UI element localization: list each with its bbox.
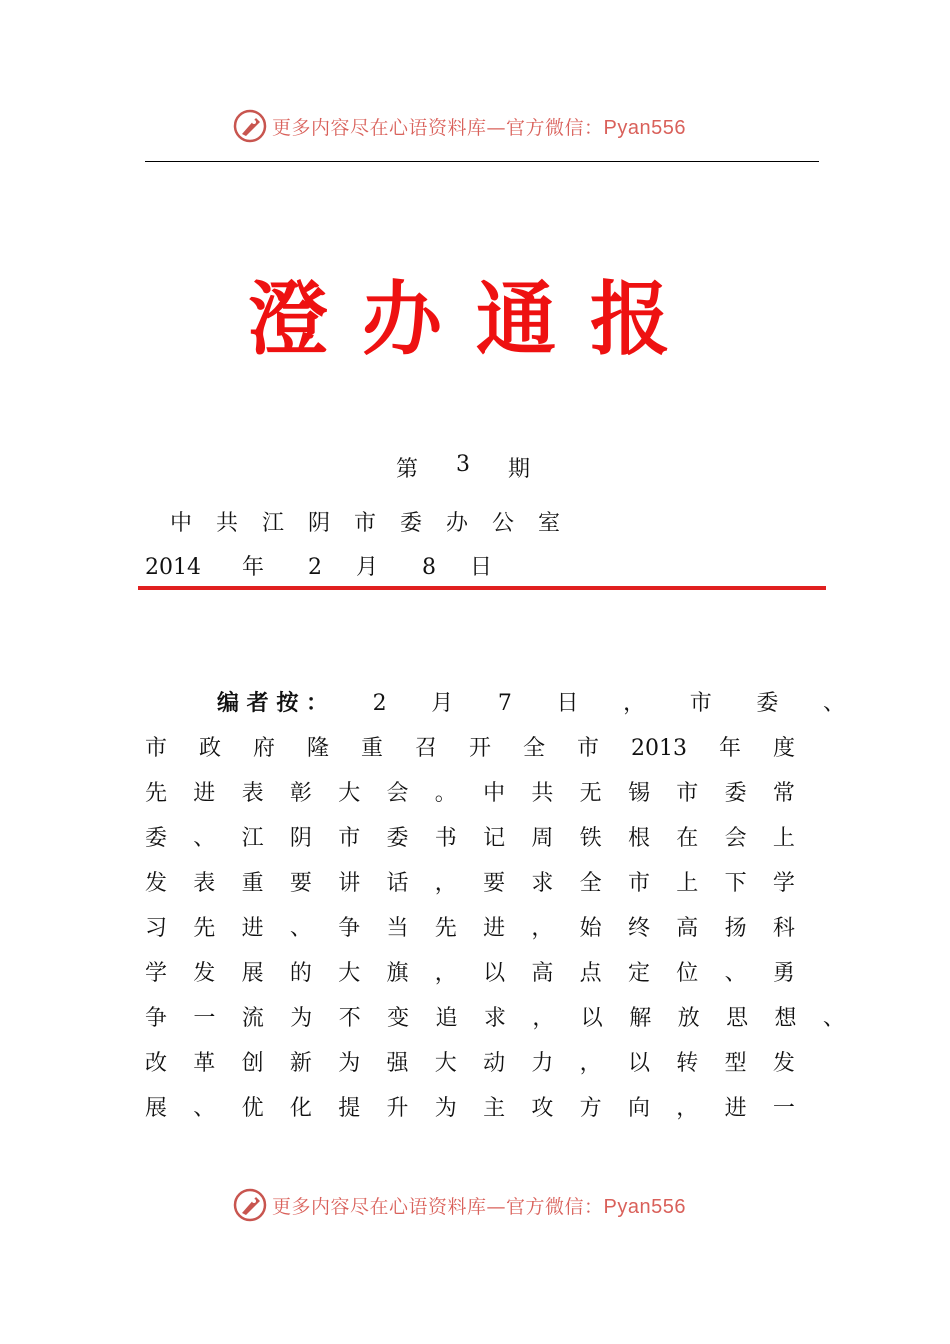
text-char: 大 xyxy=(338,961,361,986)
text-char: 要 xyxy=(483,871,506,896)
text-char: 变 xyxy=(387,1006,410,1031)
text-char: 高 xyxy=(531,961,554,986)
text-char: 彰 xyxy=(289,781,312,806)
issue-number xyxy=(396,452,530,483)
text-char: 争 xyxy=(338,916,361,941)
text-char: 进 xyxy=(724,1096,747,1121)
issue-suffix: 期 xyxy=(508,457,531,482)
footer-banner xyxy=(232,1185,686,1225)
text-char: 学 xyxy=(145,961,168,986)
banner-main: 更多内容尽在心语资料库—官方微信： xyxy=(272,1195,604,1218)
red-separator xyxy=(138,586,826,590)
text-char: 大 xyxy=(338,781,361,806)
text-line xyxy=(145,906,795,951)
issue-value: 3 xyxy=(456,452,471,477)
text-char: 求 xyxy=(531,871,554,896)
text-char: 一 xyxy=(772,1096,795,1121)
text-char: 委 xyxy=(145,826,168,851)
text-char: 、 xyxy=(724,961,747,986)
text-char: 新 xyxy=(289,1051,312,1076)
text-char: 发 xyxy=(145,871,168,896)
text-char: 创 xyxy=(241,1051,264,1076)
text-char: 先 xyxy=(193,916,216,941)
text-line xyxy=(145,1041,795,1086)
text-line xyxy=(145,996,845,1041)
text-char: 、 xyxy=(193,1096,216,1121)
text-char: 周 xyxy=(531,826,554,851)
text-char: 、 xyxy=(289,916,312,941)
text-char: 解 xyxy=(629,1006,652,1031)
text-char: 度 xyxy=(772,736,795,761)
text-char: 始 xyxy=(579,916,602,941)
text-char: 流 xyxy=(241,1006,264,1031)
banner-text xyxy=(272,1192,686,1219)
text-char: ， xyxy=(676,1096,699,1121)
header-rule xyxy=(145,161,819,162)
date-year: 2014 xyxy=(145,555,201,580)
text-char: 扬 xyxy=(724,916,747,941)
text-char: 府 xyxy=(253,736,276,761)
text-char: 先 xyxy=(434,916,457,941)
text-char: 讲 xyxy=(338,871,361,896)
text-char: 先 xyxy=(145,781,168,806)
text-char: 月 xyxy=(431,691,454,716)
issuer: 中共江阴市委办公室 xyxy=(170,511,585,536)
text-char: 化 xyxy=(289,1096,312,1121)
text-char: 不 xyxy=(338,1006,361,1031)
text-char: 改 xyxy=(145,1051,168,1076)
text-char: 铁 xyxy=(579,826,602,851)
editor-note-label: 编 者 按 ： xyxy=(217,691,328,716)
text-char: 阴 xyxy=(289,826,312,851)
text-char: 求 xyxy=(483,1006,506,1031)
text-char: 2013 xyxy=(631,736,687,761)
text-char: 想 xyxy=(774,1006,797,1031)
text-line xyxy=(145,951,795,996)
text-char: 。 xyxy=(434,781,457,806)
text-char: 市 xyxy=(145,736,168,761)
text-char: 、 xyxy=(822,691,845,716)
text-char: 2 xyxy=(372,691,387,716)
text-char: 习 xyxy=(145,916,168,941)
text-char: ， xyxy=(532,1006,555,1031)
text-char: 的 xyxy=(289,961,312,986)
text-char: 下 xyxy=(724,871,747,896)
text-char: 会 xyxy=(386,781,409,806)
text-char: 、 xyxy=(822,1006,845,1031)
text-char: 要 xyxy=(289,871,312,896)
text-char: 争 xyxy=(145,1006,168,1031)
text-char: 书 xyxy=(434,826,457,851)
date-day: 8 xyxy=(422,555,436,580)
date-day-unit: 日 xyxy=(470,555,493,580)
text-char: 型 xyxy=(724,1051,747,1076)
text-char: ， xyxy=(623,691,646,716)
issue-prefix: 第 xyxy=(396,457,419,482)
text-char: 委 xyxy=(756,691,779,716)
text-char: 记 xyxy=(483,826,506,851)
text-char: 在 xyxy=(676,826,699,851)
text-char: 旗 xyxy=(386,961,409,986)
text-char: 进 xyxy=(193,781,216,806)
text-char: 市 xyxy=(689,691,712,716)
text-char: 点 xyxy=(579,961,602,986)
banner-wechat-id: Pyan556 xyxy=(603,116,686,139)
text-char: ， xyxy=(434,961,457,986)
text-char: 锡 xyxy=(627,781,650,806)
text-char: 进 xyxy=(241,916,264,941)
text-char: 发 xyxy=(193,961,216,986)
date-month: 2 xyxy=(308,555,322,580)
date-year-unit: 年 xyxy=(242,555,265,580)
text-char: 委 xyxy=(386,826,409,851)
text-char: 市 xyxy=(338,826,361,851)
text-char: 、 xyxy=(193,826,216,851)
text-char: 市 xyxy=(627,871,650,896)
text-char: 为 xyxy=(290,1006,313,1031)
text-char: 市 xyxy=(577,736,600,761)
text-char: 动 xyxy=(483,1051,506,1076)
text-char: 展 xyxy=(241,961,264,986)
text-line xyxy=(145,861,795,906)
pen-nib-logo-icon xyxy=(232,108,268,144)
text-char: ， xyxy=(434,871,457,896)
text-char: 放 xyxy=(677,1006,700,1031)
text-line xyxy=(145,816,795,861)
text-char: 表 xyxy=(241,781,264,806)
text-char: 全 xyxy=(579,871,602,896)
text-char: 年 xyxy=(718,736,741,761)
text-char: 一 xyxy=(193,1006,216,1031)
banner-main: 更多内容尽在心语资料库—官方微信： xyxy=(272,116,604,139)
text-char: 常 xyxy=(772,781,795,806)
text-char: ， xyxy=(579,1051,602,1076)
text-line xyxy=(145,1086,795,1131)
text-char: 召 xyxy=(415,736,438,761)
text-char: 展 xyxy=(145,1096,168,1121)
text-char: 转 xyxy=(676,1051,699,1076)
text-char: 话 xyxy=(386,871,409,896)
text-char: 为 xyxy=(434,1096,457,1121)
text-char: 终 xyxy=(627,916,650,941)
header-banner xyxy=(232,106,686,146)
issue-date xyxy=(145,550,492,581)
text-char: 共 xyxy=(531,781,554,806)
text-char: 无 xyxy=(579,781,602,806)
text-char: 思 xyxy=(726,1006,749,1031)
text-char: 位 xyxy=(676,961,699,986)
text-char: 中 xyxy=(483,781,506,806)
document-title: 澄办通报 xyxy=(248,273,704,366)
text-char: 勇 xyxy=(772,961,795,986)
text-char: ， xyxy=(531,916,554,941)
banner-text xyxy=(272,113,686,140)
text-char: 以 xyxy=(627,1051,650,1076)
text-char: 日 xyxy=(556,691,579,716)
text-char: 大 xyxy=(434,1051,457,1076)
text-char: 发 xyxy=(772,1051,795,1076)
text-char: 以 xyxy=(483,961,506,986)
text-char: 学 xyxy=(772,871,795,896)
text-char: 委 xyxy=(724,781,747,806)
pen-nib-logo-icon xyxy=(232,1187,268,1223)
text-char: 开 xyxy=(469,736,492,761)
text-char: 重 xyxy=(241,871,264,896)
text-char: 攻 xyxy=(531,1096,554,1121)
text-char: 全 xyxy=(523,736,546,761)
banner-wechat-id: Pyan556 xyxy=(603,1195,686,1218)
text-char: 向 xyxy=(627,1096,650,1121)
text-char: 上 xyxy=(772,826,795,851)
text-char: 江 xyxy=(241,826,264,851)
text-line xyxy=(145,771,795,816)
text-char: 提 xyxy=(338,1096,361,1121)
text-char: 为 xyxy=(338,1051,361,1076)
text-char: 进 xyxy=(483,916,506,941)
text-char: 隆 xyxy=(307,736,330,761)
text-char: 表 xyxy=(193,871,216,896)
text-char: 革 xyxy=(193,1051,216,1076)
text-char: 会 xyxy=(724,826,747,851)
text-line xyxy=(145,681,845,726)
text-char: 强 xyxy=(386,1051,409,1076)
text-char: 追 xyxy=(435,1006,458,1031)
text-char: 方 xyxy=(579,1096,602,1121)
text-char: 政 xyxy=(199,736,222,761)
text-char: 优 xyxy=(241,1096,264,1121)
text-char: 当 xyxy=(386,916,409,941)
text-char: 根 xyxy=(627,826,650,851)
text-char: 高 xyxy=(676,916,699,941)
editor-note xyxy=(145,681,845,1131)
text-char: 升 xyxy=(386,1096,409,1121)
text-char: 重 xyxy=(361,736,384,761)
text-char: 以 xyxy=(580,1006,603,1031)
text-char: 科 xyxy=(772,916,795,941)
text-char: 7 xyxy=(497,691,512,716)
text-char: 力 xyxy=(531,1051,554,1076)
text-char: 主 xyxy=(483,1096,506,1121)
date-month-unit: 月 xyxy=(356,555,379,580)
text-line xyxy=(145,726,795,771)
text-char: 市 xyxy=(676,781,699,806)
text-char: 定 xyxy=(627,961,650,986)
text-char: 上 xyxy=(676,871,699,896)
